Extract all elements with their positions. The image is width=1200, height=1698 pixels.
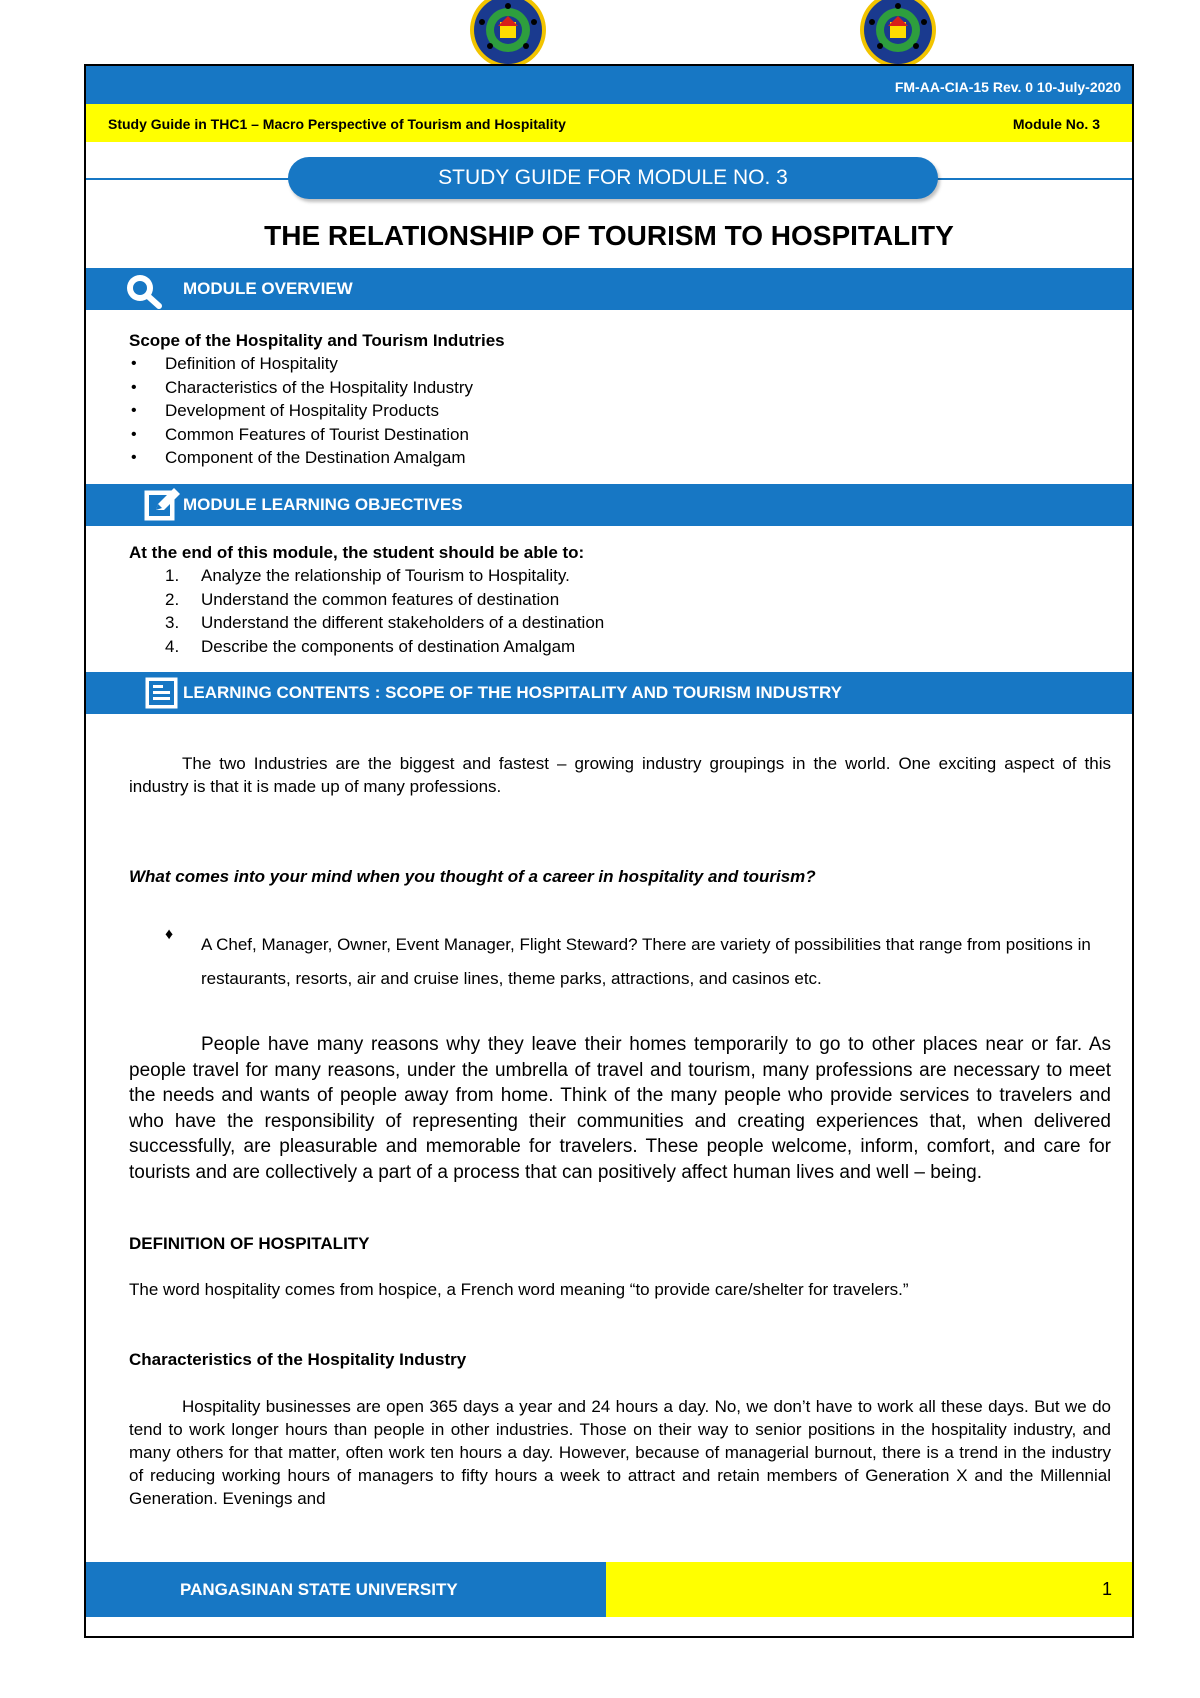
item-text: Understand the common features of destination [201, 589, 560, 609]
list-item [129, 611, 1109, 635]
list-item: • Characteristics of the Hospitality Industry [129, 376, 1109, 400]
objectives-intro: At the end of this module, the student should be able to: [129, 543, 585, 562]
item-number: 4. [165, 636, 180, 656]
scope-title: Scope of the Hospitality and Tourism Indutries [129, 331, 505, 350]
list-item [129, 564, 1109, 588]
section-heading: LEARNING CONTENTS : SCOPE OF THE HOSPITALITY AND TOURISM INDUSTRY [183, 683, 842, 702]
banner-line-left [86, 178, 296, 180]
page-number: 1 [1101, 1579, 1112, 1599]
footer-university: PANGASINAN STATE UNIVERSITY [180, 1580, 458, 1599]
career-bullet-text: A Chef, Manager, Owner, Event Manager, Flight Steward? There are variety of possibilities that range from positions in restaurants, resorts, air and cruise lines, theme parks, attractions, and casinos etc. [201, 935, 1091, 988]
characteristics-text: Hospitality businesses are open 365 days a year and 24 hours a day. No, we don’t have to work all these days. But we do tend to work longer hours than people in other industries. Those on their way to senior positions in the hospitality industry, and many others for that matter, often work ten hours a day. However, because of managerial burnout, there is a trend in the industry of reducing working hours of managers to fifty hours a week to attract and retain members of Generation X and the Millennial Generation. Evenings and [129, 1397, 1111, 1508]
section-learning-objectives [86, 484, 1132, 526]
page-title: THE RELATIONSHIP OF TOURISM TO HOSPITALITY [264, 220, 954, 251]
item-number: 1. [165, 566, 180, 585]
overview-list [129, 352, 1109, 470]
section-heading: MODULE LEARNING OBJECTIVES [183, 495, 463, 514]
banner-line-right [930, 178, 1132, 180]
item-text: Understand the different stakeholders of a destination [201, 613, 605, 632]
item-number: 3. [165, 613, 180, 632]
intro-paragraph: The two Industries are the biggest and fastest – growing industry groupings in the world. One exciting aspect of this industry is that it is made up of many professions. [129, 754, 1111, 796]
document-icon [144, 676, 182, 715]
list-item: • Common Features of Tourist Destination [129, 423, 1109, 447]
footer-blue-bar [86, 1562, 606, 1617]
document-code: FM-AA-CIA-15 Rev. 0 10-July-2020 [894, 79, 1121, 95]
item-number: 2. [165, 589, 180, 609]
overview-body [129, 329, 1109, 470]
objectives-body [129, 541, 1109, 658]
career-bullet [129, 928, 1111, 996]
list-item: • Definition of Hospitality [129, 352, 1109, 376]
item-text: Analyze the relationship of Tourism to Hospitality. [201, 566, 570, 585]
list-item [129, 635, 1109, 659]
section-heading: MODULE OVERVIEW [183, 279, 353, 298]
module-number: Module No. 3 [1012, 116, 1100, 132]
footer-yellow-bar [606, 1562, 1132, 1617]
bullet-icon: ♦ [165, 926, 174, 943]
university-seal-left [460, 0, 556, 66]
list-item: • Component of the Destination Amalgam [129, 446, 1109, 470]
definition-text: The word hospitality comes from hospice, a French word meaning “to provide care/shelter for travelers.” [129, 1280, 909, 1299]
study-guide-banner: STUDY GUIDE FOR MODULE NO. 3 [288, 157, 938, 199]
objectives-list [129, 564, 1109, 658]
magnifier-icon [122, 271, 170, 314]
section-module-overview [86, 268, 1132, 310]
section-learning-contents [86, 672, 1132, 714]
course-title: Study Guide in THC1 – Macro Perspective of Tourism and Hospitality [108, 116, 566, 132]
item-text: Describe the components of destination Amalgam [201, 636, 576, 656]
travel-paragraph: People have many reasons why they leave their homes temporarily to go to other places near or far. As people travel for many reasons, under the umbrella of travel and tourism, many professions are necessary to meet the needs and wants of people away from home. Think of the many people who provide services to travelers and who have the responsibility of representing their communities and creating experiences that, when delivered successfully, are pleasurable and memorable for travelers. These people welcome, inform, comfort, and care for tourists and are collectively a part of a process that can positively affect human lives and well – being. [129, 1034, 1111, 1183]
definition-heading: DEFINITION OF HOSPITALITY [129, 1234, 370, 1253]
university-seal-right [850, 0, 946, 66]
list-item: • Development of Hospitality Products [129, 399, 1109, 423]
characteristics-heading: Characteristics of the Hospitality Industry [129, 1350, 467, 1369]
list-item [129, 588, 1109, 612]
pencil-edit-icon [144, 488, 182, 527]
reflection-question: What comes into your mind when you thought of a career in hospitality and tourism? [129, 867, 816, 886]
